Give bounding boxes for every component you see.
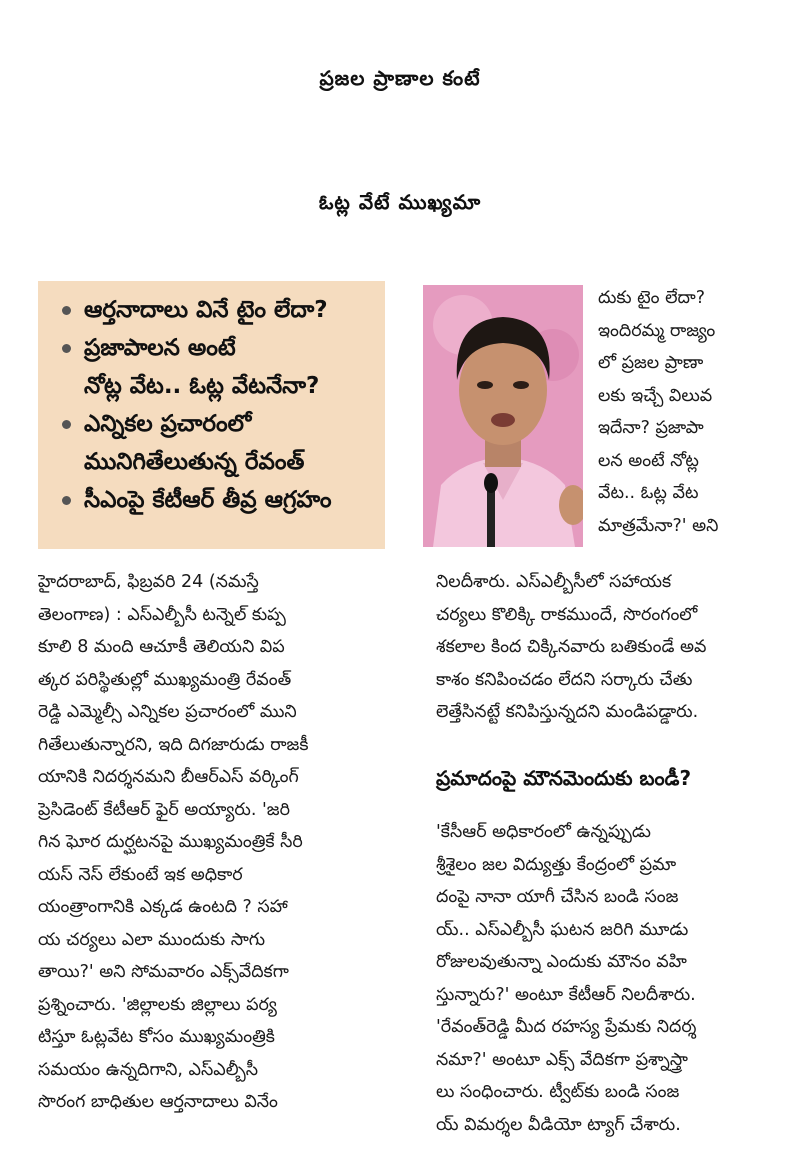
article-right-column bbox=[436, 566, 788, 729]
highlight-item bbox=[38, 405, 385, 443]
article-line: లెత్తేసినట్టే కనిపిస్తున్నదని మండిపడ్డారు. bbox=[436, 702, 699, 722]
article-line: యంత్రాంగానికి ఎక్కడ ఉంటది ? సహా bbox=[38, 897, 288, 917]
article-line: లో ప్రజల ప్రాణా bbox=[598, 353, 704, 373]
article-line: చర్యలు కొలిక్కి రాకముందే, సొరంగంలో bbox=[436, 604, 698, 625]
article-line: ఇదేనా? ప్రజాపా bbox=[598, 418, 704, 438]
article-line: రోజులవుతున్నా ఎందుకు మౌనం వహి bbox=[436, 952, 687, 972]
highlight-item bbox=[38, 481, 385, 519]
article-line: మాత్రమేనా?' అని bbox=[598, 515, 719, 536]
article-line: శకలాల కింద చిక్కినవారు బతికుండే అవ bbox=[436, 637, 707, 657]
highlight-text: నోట్ల వేట.. ఓట్ల వేటనేనా? bbox=[84, 373, 320, 399]
highlight-text: ఆర్తనాదాలు వినే టైం లేదా? bbox=[84, 297, 328, 323]
article-line: 'కేసీఆర్ అధికారంలో ఉన్నప్పుడు bbox=[436, 822, 651, 842]
article-line: లన అంటే నోట్ల bbox=[598, 450, 699, 471]
speaker-photo-illustration bbox=[423, 285, 583, 547]
article-line: కూలి 8 మంది ఆచూకీ తెలియని విప bbox=[38, 637, 285, 657]
article-line: లకు ఇచ్చే విలువ bbox=[598, 385, 713, 406]
article-line: దంపై నానా యాగీ చేసిన బండి సంజ bbox=[436, 887, 679, 907]
article-line: య్ విమర్శల వీడియో ట్యాగ్ చేశారు. bbox=[436, 1114, 681, 1135]
article-line: శ్రీశైలం జల విద్యుత్తు కేంద్రంలో ప్రమా bbox=[436, 854, 677, 875]
article-line: తాయి?' అని సోమవారం ఎక్స్‌వేదికగా bbox=[38, 962, 289, 982]
article-line: రెడ్డి ఎమ్మెల్సీ ఎన్నికల ప్రచారంలో ముని bbox=[38, 702, 297, 722]
highlight-item bbox=[38, 443, 385, 481]
bullet-icon bbox=[62, 344, 71, 353]
highlights-box bbox=[38, 281, 385, 549]
highlight-item bbox=[38, 329, 385, 367]
article-line: త్కర పరిస్థితుల్లో ముఖ్యమంత్రి రేవంత్ bbox=[38, 669, 292, 690]
article-line: య చర్యలు ఎలా ముందుకు సాగు bbox=[38, 929, 266, 950]
headline-line-2: ఓట్ల వేటే ముఖ్యమా bbox=[318, 190, 482, 214]
bullet-icon bbox=[62, 420, 71, 429]
article-line: కాశం కనిపించడం లేదని సర్కారు చేతు bbox=[436, 669, 693, 690]
article-line: స్తున్నారు?' అంటూ కేటీఆర్ నిలదీశారు. bbox=[436, 984, 696, 1005]
article-line: నమా?' అంటూ ఎక్స్ వేదికగా ప్రశ్నాస్త్రా bbox=[436, 1049, 688, 1070]
speaker-photo bbox=[423, 285, 583, 547]
highlight-text: సీఎంపై కేటీఆర్ తీవ్ర ఆగ్రహం bbox=[84, 487, 332, 513]
article-line: సమయం ఉన్నదిగాని, ఎస్ఎల్బీసీ bbox=[38, 1059, 259, 1080]
highlight-text: ఎన్నికల ప్రచారంలో bbox=[84, 411, 252, 437]
article-line: టిస్తూ ఓట్లవేట కోసం ముఖ్యమంత్రికి bbox=[38, 1027, 275, 1047]
article-right-top-column bbox=[598, 282, 788, 542]
article-line: యస్ నెస్ లేకుంటే ఇక అధికార bbox=[38, 864, 243, 885]
subheading: ప్రమాదంపై మౌనమెందుకు బండీ? bbox=[436, 766, 692, 790]
article-line: సొరంగ బాధితుల ఆర్తనాదాలు వినేం bbox=[38, 1092, 278, 1112]
highlight-item bbox=[38, 367, 385, 405]
article-line: గిన ఘోర దుర్ఘటనపై ముఖ్యమంత్రికే సీరి bbox=[38, 832, 303, 852]
article-line: లు సంధించారు. ట్వీట్‌కు బండి సంజ bbox=[436, 1082, 680, 1102]
article-line: దుకు టైం లేదా? bbox=[598, 288, 706, 308]
article-line: ప్రశ్నించారు. 'జిల్లాలకు జిల్లాలు పర్య bbox=[38, 994, 277, 1015]
article-line: నిలదీశారు. ఎస్ఎల్బీసీలో సహాయక bbox=[436, 572, 672, 592]
highlight-text: ప్రజాపాలన అంటే bbox=[84, 335, 236, 361]
highlight-item bbox=[38, 291, 385, 329]
article-line: వేట.. ఓట్ల వేట bbox=[598, 483, 699, 503]
article-line: య్.. ఎస్ఎల్బీసీ ఘటన జరిగి మూడు bbox=[436, 919, 689, 940]
article-right-column-2 bbox=[436, 816, 788, 1141]
article-line: యానికి నిదర్శనమని బీఆర్ఎస్ వర్కింగ్ bbox=[38, 767, 299, 787]
headline-line-1: ప్రజల ప్రాణాల కంటే bbox=[319, 66, 481, 90]
article-left-column bbox=[38, 566, 388, 1119]
highlight-text: మునిగితేలుతున్న రేవంత్ bbox=[84, 449, 305, 475]
bullet-icon bbox=[62, 306, 71, 315]
article-line: 'రేవంత్‌రెడ్డి మీద రహస్య ప్రేమకు నిదర్శ bbox=[436, 1017, 697, 1037]
bullet-icon bbox=[62, 496, 71, 505]
article-line: హైదరాబాద్, ఫిబ్రవరి 24 (నమస్తే bbox=[38, 572, 259, 592]
highlights-list bbox=[38, 281, 385, 519]
article-line: ఇందిరమ్మ రాజ్యం bbox=[598, 320, 716, 341]
article-line: తెలంగాణ) : ఎస్ఎల్బీసీ టన్నెల్ కుప్ప bbox=[38, 604, 286, 625]
article-line: ప్రెసిడెంట్ కేటీఆర్ ఫైర్ అయ్యారు. 'జరి bbox=[38, 799, 290, 820]
article-line: గితేలుతున్నారని, ఇది దిగజారుడు రాజకీ bbox=[38, 734, 309, 755]
